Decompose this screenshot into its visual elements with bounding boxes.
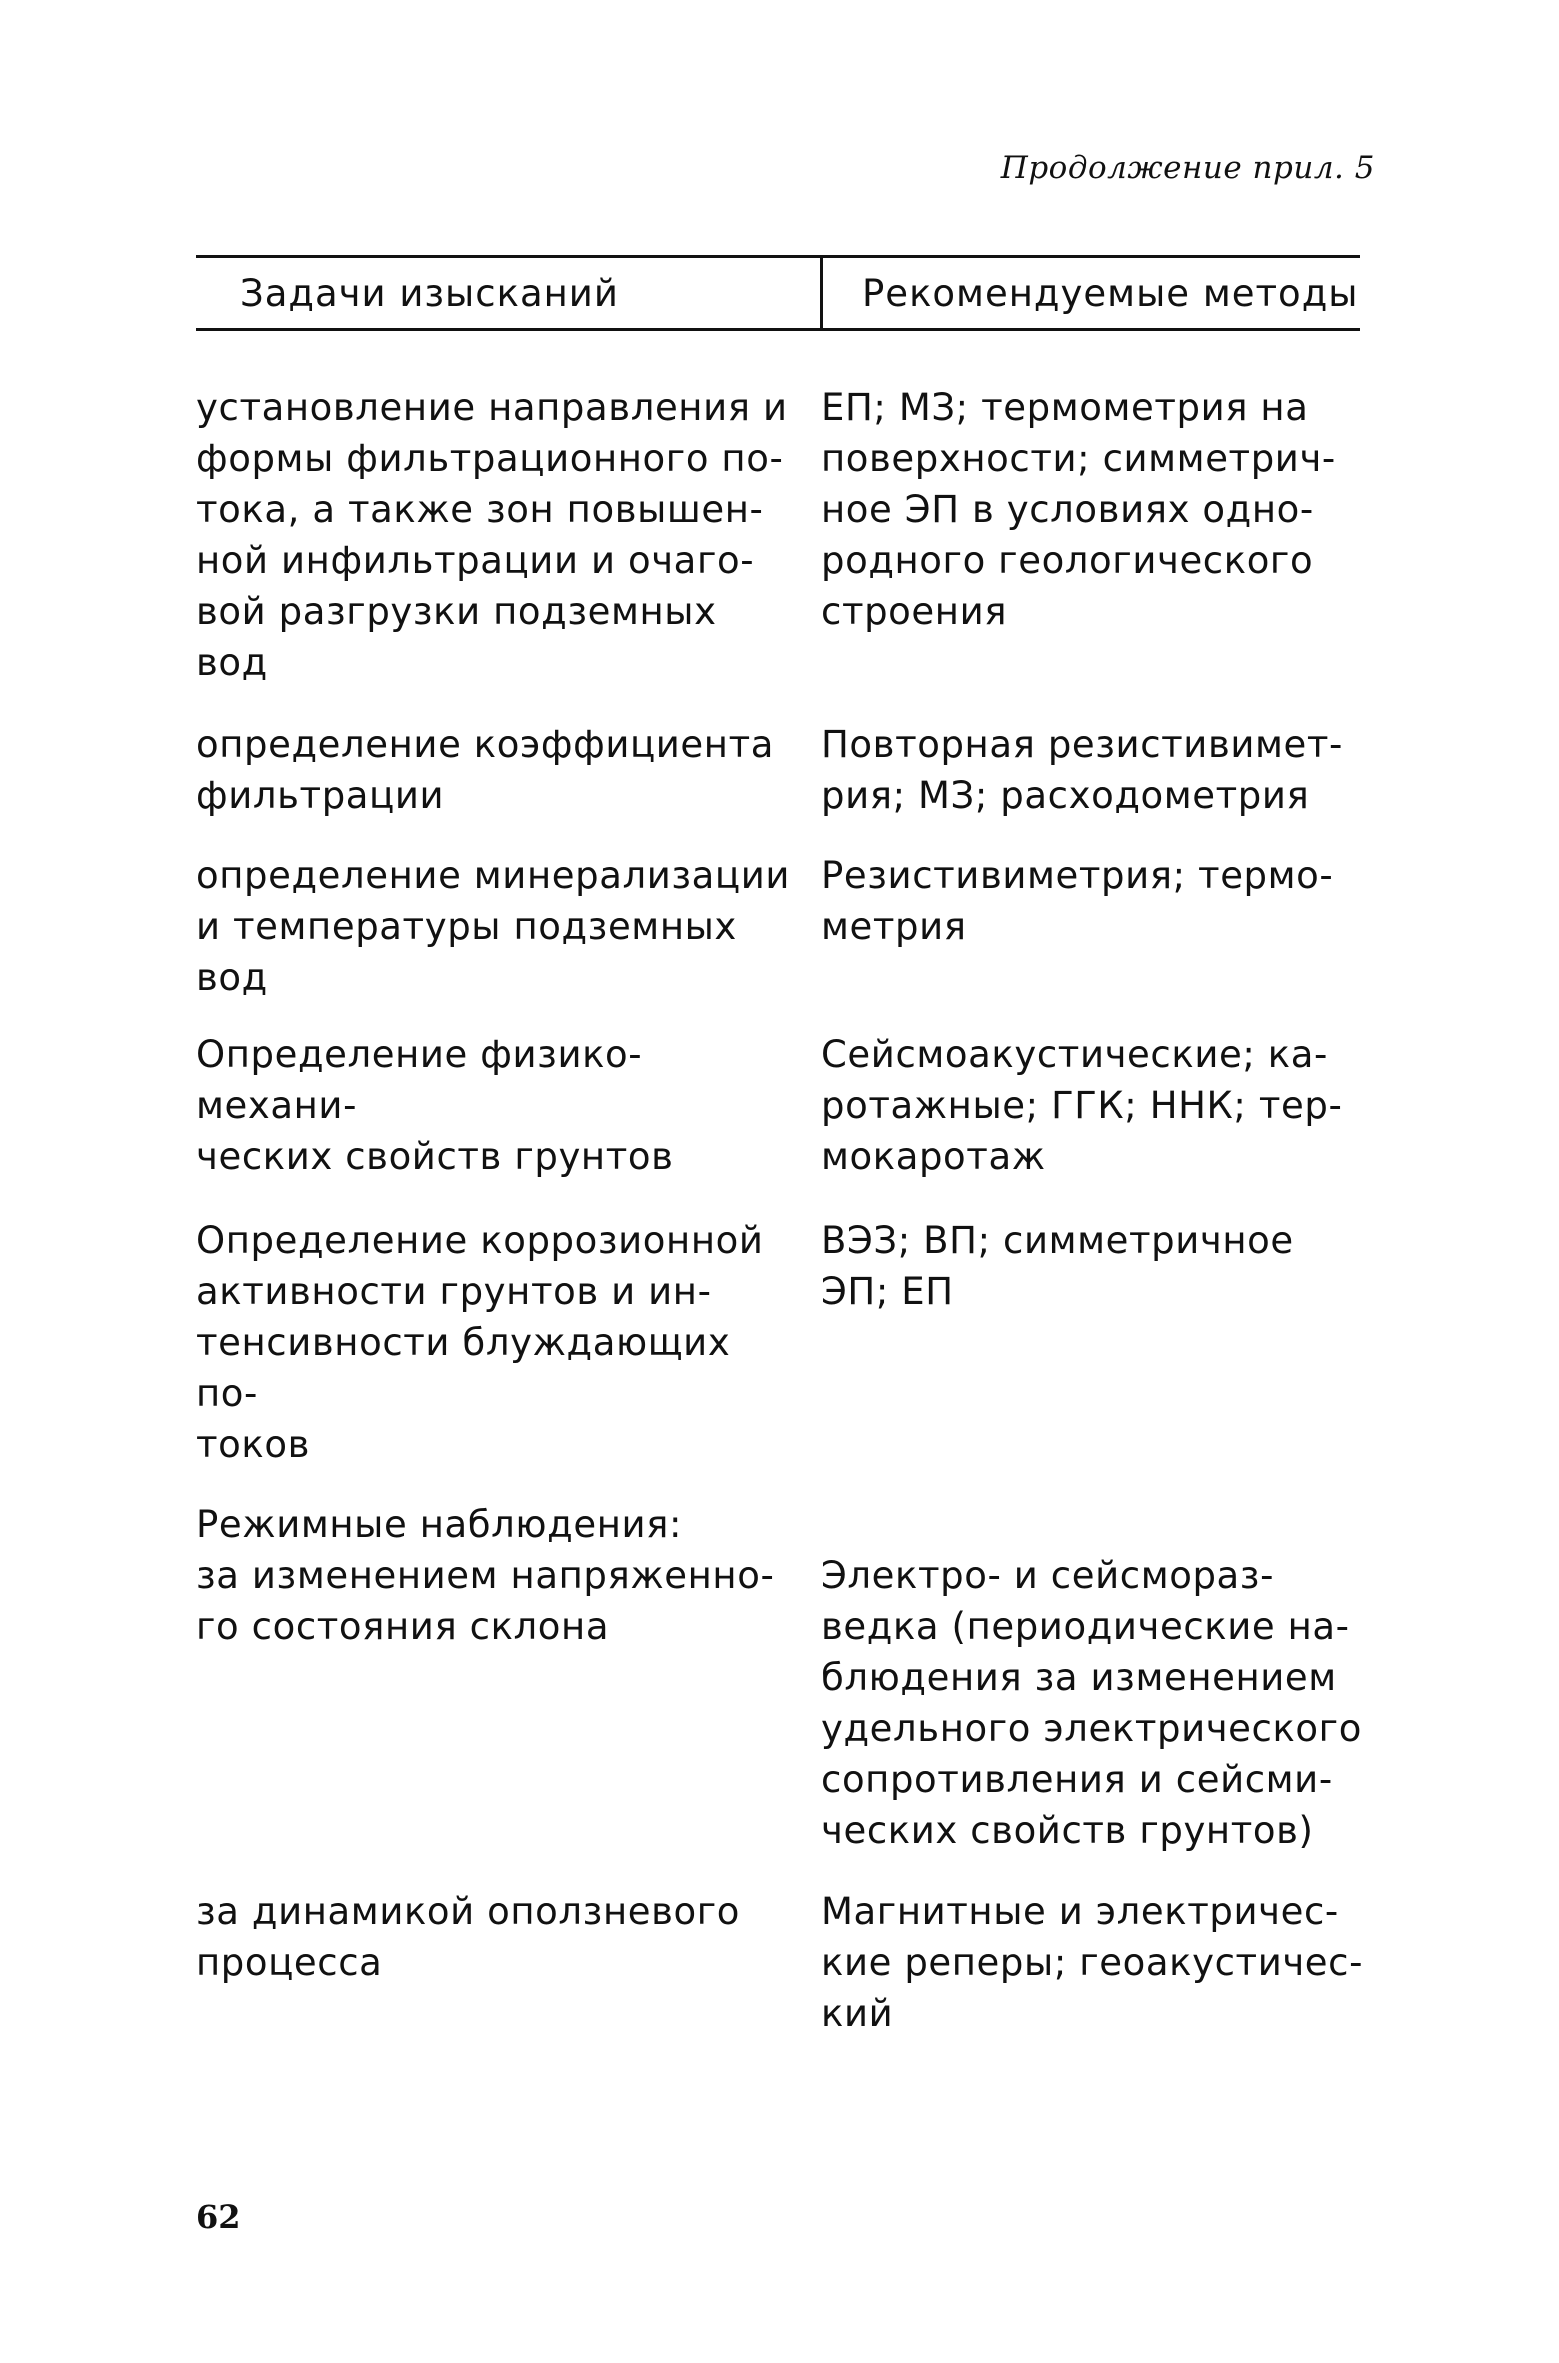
- table-header-divider: [820, 255, 823, 331]
- method-cell: Сейсмоакустические; ка- ротажные; ГГК; ННК; тер- мокаротаж: [821, 1033, 1343, 1178]
- method-cell: Повторная резистивимет- рия; МЗ; расходометрия: [821, 723, 1343, 817]
- task-cell: Определение физико-механи- ческих свойств грунтов: [196, 1033, 674, 1178]
- table-row: [196, 1550, 1396, 1856]
- task-cell: за изменением напряженно- го состояния склона: [196, 1554, 775, 1648]
- table-row: [196, 1215, 1396, 1470]
- section-label: Режимные наблюдения:: [196, 1503, 683, 1546]
- task-cell: за динамикой оползневого процесса: [196, 1890, 741, 1984]
- task-cell: установление направления и формы фильтрационного по- тока, а также зон повышен- ной инфильтрации и очаго- вой разгрузки подземных вод: [196, 386, 788, 684]
- method-cell: ВЭЗ; ВП; симметричное ЭП; ЕП: [821, 1219, 1294, 1313]
- method-cell: Электро- и сейсмораз- ведка (периодические на- блюдения за изменением удельного электрического сопротивления и сейсми- ческих свойств грунтов): [821, 1554, 1362, 1852]
- table-header-rule: [196, 328, 1360, 331]
- table-row: [196, 1029, 1396, 1182]
- header-methods: Рекомендуемые методы: [862, 272, 1359, 315]
- method-cell: Магнитные и электричес- кие реперы; геоакустичес- кий: [821, 1890, 1364, 2035]
- method-cell: ЕП; МЗ; термометрия на поверхности; симметрич- ное ЭП в условиях одно- родного геологического строения: [821, 386, 1336, 633]
- table-row: [196, 719, 1396, 821]
- task-cell: определение минерализации и температуры подземных вод: [196, 854, 790, 999]
- table-top-rule: [196, 255, 1360, 258]
- table-row: [196, 850, 1396, 1003]
- page-number: 62: [196, 2198, 241, 2236]
- running-head: Продолжение прил. 5: [1000, 150, 1375, 186]
- task-cell: Определение коррозионной активности грунтов и ин- тенсивности блуждающих по- токов: [196, 1219, 764, 1466]
- header-tasks: Задачи изысканий: [240, 272, 619, 315]
- method-cell: Резистивиметрия; термо- метрия: [821, 854, 1334, 948]
- table-row: [196, 1886, 1396, 2039]
- task-cell: определение коэффициента фильтрации: [196, 723, 775, 817]
- table-row: [196, 382, 1396, 688]
- table-body: [196, 382, 1396, 2039]
